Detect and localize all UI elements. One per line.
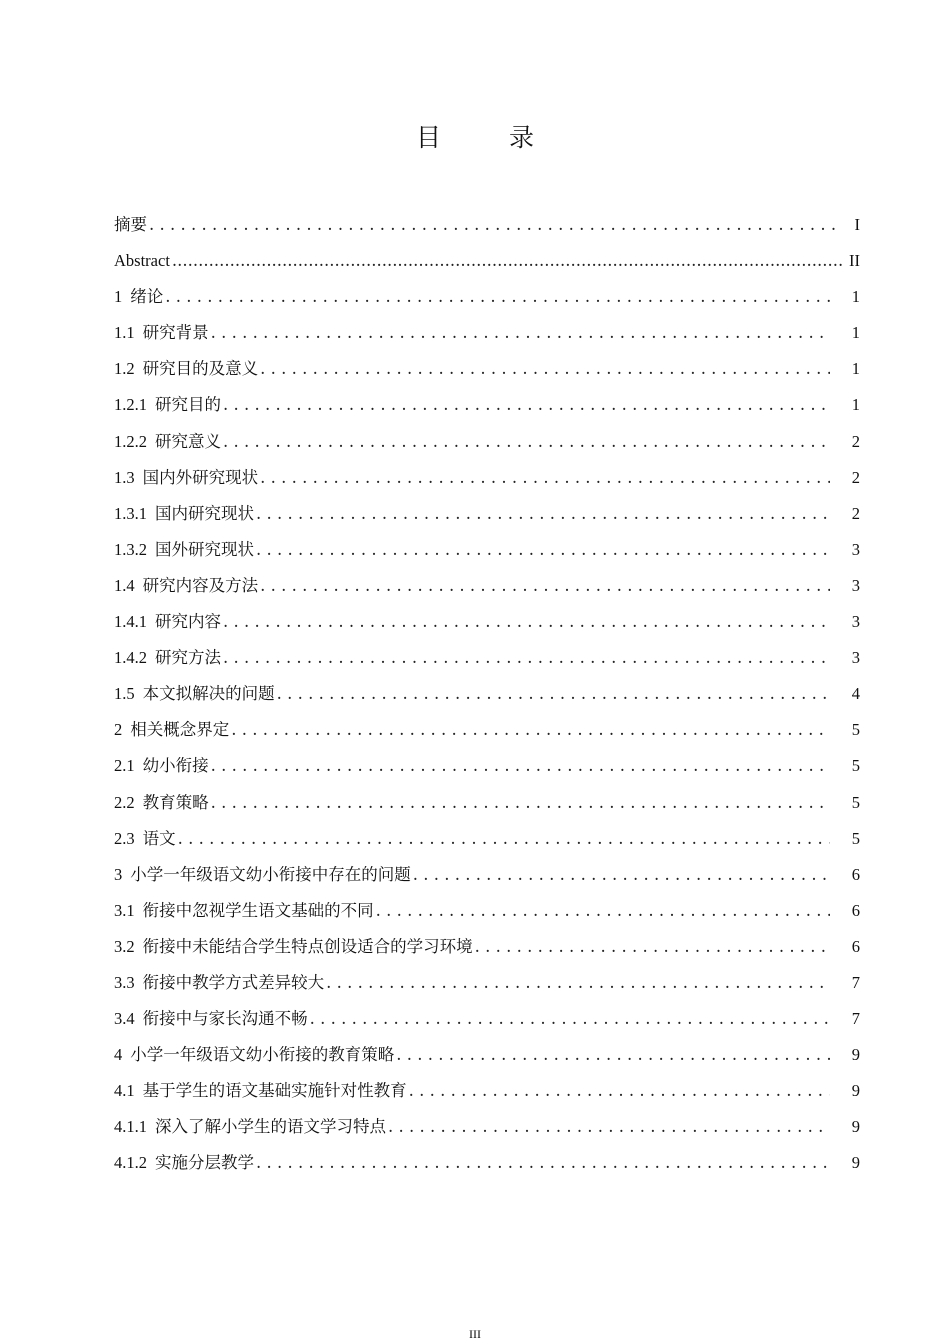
toc-entry-label [114, 857, 411, 893]
toc-entry-number: 1.4.2 [114, 648, 147, 668]
toc-entry-abstract-cn[interactable] [114, 207, 860, 243]
toc-entry-page: 3 [851, 648, 860, 668]
page-title: 目 录 [416, 123, 564, 152]
toc-entry-1-3-1[interactable] [114, 496, 860, 532]
toc-entry-number: 3.3 [114, 972, 135, 992]
dot-leader [223, 604, 830, 640]
page-number-footer: III [469, 1327, 481, 1341]
toc-entry-page: 9 [851, 1081, 860, 1101]
dot-leader [260, 351, 830, 387]
dot-leader [256, 532, 830, 568]
toc-entry-number: 4.1 [114, 1081, 135, 1101]
toc-entry-page: 2 [851, 431, 860, 451]
toc-entry-page: 3 [851, 575, 860, 595]
toc-entry-number: 1.3.2 [114, 539, 147, 559]
toc-entry-label [114, 821, 176, 857]
toc-entry-page: 1 [851, 287, 860, 307]
toc-entry-number: 1.1 [114, 323, 135, 343]
toc-entry-text: Abstract [114, 251, 170, 271]
toc-entry-page: 9 [851, 1117, 860, 1137]
toc-entry-text: 研究方法 [155, 648, 221, 668]
toc-entry-label [114, 929, 473, 965]
toc-entry-page: 5 [851, 792, 860, 812]
toc-entry-page: 9 [851, 1045, 860, 1065]
toc-entry-text: 衔接中教学方式差异较大 [142, 972, 325, 992]
toc-entry-label [114, 315, 209, 351]
toc-entry-text: 摘要 [114, 215, 147, 234]
toc-entry-1-4-1[interactable] [114, 604, 860, 640]
toc-entry-label [114, 279, 163, 315]
toc-entry-page: 5 [851, 720, 860, 740]
toc-entry-page: 2 [851, 467, 860, 487]
toc-entry-page: 5 [851, 828, 860, 848]
dot-leader [310, 1001, 830, 1037]
toc-entry-number: 2.3 [114, 828, 135, 848]
toc-entry-page: 3 [851, 612, 860, 632]
toc-entry-label [114, 1037, 394, 1073]
toc-entry-text: 研究意义 [155, 431, 221, 451]
toc-entry-4-1-2[interactable] [114, 1145, 860, 1181]
toc-entry-number: 2.2 [114, 792, 135, 812]
dot-leader [211, 785, 830, 821]
toc-entry-4-1[interactable] [114, 1073, 860, 1109]
toc-entry-page: I [854, 215, 860, 234]
toc-entry-number: 1 [114, 287, 123, 307]
dot-leader [149, 207, 842, 243]
toc-entry-text: 小学一年级语文幼小衔接中存在的问题 [130, 864, 411, 884]
toc-entry-3-1[interactable] [114, 893, 860, 929]
toc-entry-label [114, 712, 229, 748]
toc-entry-2-3[interactable] [114, 821, 860, 857]
toc-entry-label [114, 496, 254, 532]
toc-entry-page: 6 [851, 900, 860, 920]
toc-entry-text: 研究目的 [155, 395, 221, 415]
toc-entry-1-2-2[interactable] [114, 424, 860, 460]
toc-entry-label [114, 893, 374, 929]
toc-entry-text: 研究内容 [155, 612, 221, 632]
toc-entry-text: 语文 [142, 828, 176, 848]
toc-entry-number: 2 [114, 720, 123, 740]
toc-entry-text: 衔接中未能结合学生特点创设适合的学习环境 [142, 936, 473, 956]
toc-entry-label [114, 568, 258, 604]
toc-entry-page: 2 [851, 503, 860, 523]
toc-entry-number: 1.4 [114, 575, 135, 595]
toc-entry-number: 4 [114, 1045, 123, 1065]
toc-entry-number: 1.3 [114, 467, 135, 487]
toc-entry-1-3[interactable] [114, 460, 860, 496]
dot-leader [475, 929, 830, 965]
dot-leader [223, 387, 830, 423]
dot-leader [396, 1037, 830, 1073]
toc-entry-label [114, 785, 209, 821]
toc-entry-text: 相关概念界定 [130, 720, 230, 740]
toc-entry-page: II [849, 251, 860, 271]
toc-entry-page: 4 [851, 684, 860, 704]
toc-entry-label [114, 532, 254, 568]
toc-entry-text: 国内研究现状 [155, 503, 254, 523]
toc-entry-number: 1.2.1 [114, 395, 147, 415]
toc-entry-page: 5 [851, 756, 860, 776]
toc-entry-1-4-2[interactable] [114, 640, 860, 676]
toc-entry-number: 3.2 [114, 936, 135, 956]
toc-entry-text: 衔接中与家长沟通不畅 [142, 1009, 308, 1029]
toc-entry-number: 4.1.1 [114, 1117, 147, 1137]
toc-entry-number: 3.4 [114, 1009, 135, 1029]
toc-entry-1-2[interactable] [114, 351, 860, 387]
toc-entry-text: 研究目的及意义 [142, 359, 259, 379]
toc-entry-text: 国内外研究现状 [142, 467, 259, 487]
toc-entry-label [114, 424, 221, 460]
toc-entry-number: 1.3.1 [114, 503, 147, 523]
toc-entry-text: 幼小衔接 [142, 756, 209, 776]
toc-entry-4[interactable] [114, 1037, 860, 1073]
toc-entry-label [114, 460, 258, 496]
toc-entry-number: 1.2.2 [114, 431, 147, 451]
toc-entry-1-5[interactable] [114, 676, 860, 712]
dot-leader [277, 676, 830, 712]
toc-entry-number: 1.2 [114, 359, 135, 379]
toc-entry-2[interactable] [114, 712, 860, 748]
dot-leader [413, 857, 830, 893]
toc-entry-text: 本文拟解决的问题 [142, 684, 275, 704]
dot-leader [256, 496, 830, 532]
toc-entry-text: 小学一年级语文幼小衔接的教育策略 [130, 1045, 395, 1065]
dot-leader [376, 893, 830, 929]
toc-entry-number: 1.4.1 [114, 612, 147, 632]
toc-entry-3-3[interactable] [114, 965, 860, 1001]
toc-entry-abstract-en[interactable] [114, 243, 860, 279]
toc-entry-label [114, 243, 170, 279]
toc-entry-3[interactable] [114, 857, 860, 893]
toc-entry-page: 9 [851, 1153, 860, 1173]
toc-entry-number: 4.1.2 [114, 1153, 147, 1173]
toc-entry-label [114, 207, 147, 243]
toc-entry-text: 基于学生的语文基础实施针对性教育 [142, 1081, 407, 1101]
toc-entry-label [114, 1073, 407, 1109]
toc-entry-page: 6 [851, 864, 860, 884]
dot-leader [231, 712, 830, 748]
toc-entry-number: 3.1 [114, 900, 135, 920]
toc-entry-label [114, 604, 221, 640]
toc-entry-1-2-1[interactable] [114, 387, 860, 423]
toc-entry-label [114, 1109, 386, 1145]
dot-leader [409, 1073, 830, 1109]
toc-entry-2-2[interactable] [114, 785, 860, 821]
dot-leader [326, 965, 830, 1001]
toc-entry-page: 3 [851, 539, 860, 559]
dot-leader [256, 1145, 830, 1181]
toc-entry-1-1[interactable] [114, 315, 860, 351]
toc-entry-label [114, 351, 258, 387]
toc-entry-label [114, 748, 209, 784]
toc-entry-number: 3 [114, 864, 123, 884]
dot-leader [388, 1109, 830, 1145]
dot-leader [260, 460, 830, 496]
dot-leader [223, 424, 830, 460]
toc-entry-text: 研究背景 [142, 323, 209, 343]
table-of-contents [114, 207, 860, 1182]
toc-entry-label [114, 387, 221, 423]
toc-entry-label [114, 676, 275, 712]
toc-entry-label [114, 965, 324, 1001]
dot-leader [260, 568, 830, 604]
dot-leader [223, 640, 830, 676]
dot-leader [165, 279, 830, 315]
toc-entry-3-4[interactable] [114, 1001, 860, 1037]
toc-entry-page: 7 [851, 1009, 860, 1029]
toc-entry-text: 绪论 [130, 287, 164, 307]
toc-entry-text: 深入了解小学生的语文学习特点 [155, 1117, 386, 1137]
toc-entry-number: 2.1 [114, 756, 135, 776]
toc-entry-page: 7 [851, 972, 860, 992]
dot-leader [178, 821, 830, 857]
toc-entry-label [114, 640, 221, 676]
toc-entry-label [114, 1145, 254, 1181]
toc-entry-page: 1 [851, 395, 860, 415]
toc-entry-page: 1 [851, 359, 860, 379]
toc-entry-1-4[interactable] [114, 568, 860, 604]
toc-entry-4-1-1[interactable] [114, 1109, 860, 1145]
toc-entry-1-3-2[interactable] [114, 532, 860, 568]
dot-leader [172, 243, 842, 279]
toc-entry-3-2[interactable] [114, 929, 860, 965]
toc-entry-label [114, 1001, 308, 1037]
toc-entry-page: 6 [851, 936, 860, 956]
toc-entry-page: 1 [851, 323, 860, 343]
toc-entry-text: 研究内容及方法 [142, 575, 259, 595]
toc-entry-text: 国外研究现状 [155, 539, 254, 559]
toc-entry-text: 衔接中忽视学生语文基础的不同 [142, 900, 374, 920]
toc-entry-text: 教育策略 [142, 792, 209, 812]
dot-leader [211, 748, 830, 784]
toc-entry-2-1[interactable] [114, 748, 860, 784]
toc-entry-1[interactable] [114, 279, 860, 315]
toc-entry-text: 实施分层教学 [155, 1153, 254, 1173]
dot-leader [211, 315, 830, 351]
toc-entry-number: 1.5 [114, 684, 135, 704]
